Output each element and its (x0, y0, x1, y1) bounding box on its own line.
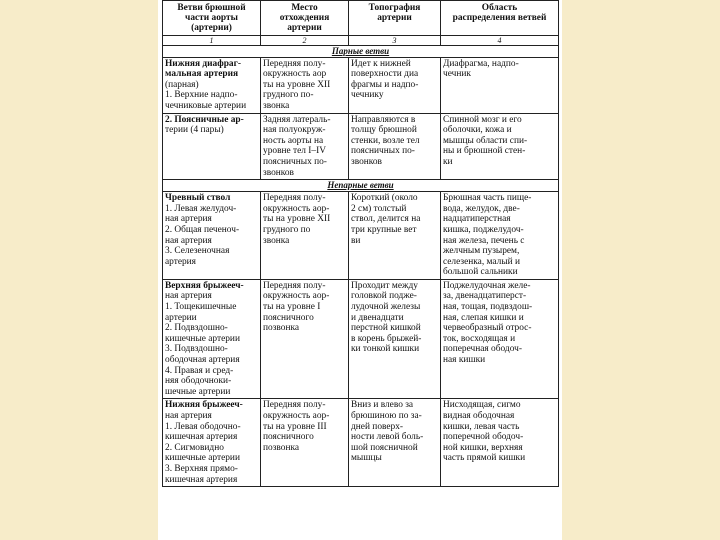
table-row (163, 279, 559, 399)
column-number: 3 (349, 35, 441, 45)
cell-origin: Передняя полу- окружность аор- ты на уровне I поясничного позвонка (261, 279, 349, 399)
table-row (163, 113, 559, 180)
cell-branch: Нижняя диафраг- мальная артерия (парная) 1. Верхние надпо- чечниковые артерии (163, 57, 261, 113)
header-branches: Ветви брюшной части аорты (артерии) (163, 1, 261, 36)
cell-origin: Передняя полу- окружность аор ты на уровне XII грудного по- звонка (261, 57, 349, 113)
table-row (163, 192, 559, 280)
column-number: 1 (163, 35, 261, 45)
cell-origin: Передняя полу- окружность аор- ты на уровне XII грудного по звонка (261, 192, 349, 280)
column-number-row (163, 35, 559, 45)
cell-topography: Короткий (около 2 см) толстый ствол, делится на три крупные вет ви (349, 192, 441, 280)
header-distribution: Область распределения ветвей (441, 1, 559, 36)
cell-origin: Передняя полу- окружность аор- ты на уровне III поясничного позвонка (261, 399, 349, 487)
aorta-branches-table (162, 0, 559, 487)
header-topography: Топография артерии (349, 1, 441, 36)
document-page (158, 0, 562, 540)
cell-distribution: Диафрагма, надпо- чечник (441, 57, 559, 113)
section-title-paired: Парные ветви (163, 45, 559, 57)
section-row-paired (163, 45, 559, 57)
cell-topography: Направляются в толщу брюшной стенки, возле тел поясничных по- звонков (349, 113, 441, 180)
column-number: 4 (441, 35, 559, 45)
cell-distribution: Нисходящая, сигмо видная ободочная кишки, левая часть поперечной ободоч- ной кишки, верхняя часть прямой кишки (441, 399, 559, 487)
cell-branch: 2. Поясничные ар- терии (4 пары) (163, 113, 261, 180)
cell-topography: Проходит между головкой подже- лудочной железы и двенадцати перстной кишкой в корень брыжей- ки тонкой кишки (349, 279, 441, 399)
cell-distribution: Брюшная часть пище- вода, желудок, две- надцатиперстная кишка, поджелудоч- ная железа, печень с желчным пузырем, селезенка, малый и большой сальники (441, 192, 559, 280)
section-row-unpaired (163, 180, 559, 192)
cell-branch: Нижняя брыжееч- ная артерия 1. Левая ободочно- кишечная артерия 2. Сигмовидно кишечные артерии 3. Верхняя прямо- кишечная артерия (163, 399, 261, 487)
cell-topography: Вниз и влево за брюшиною по за- дней поверх- ности левой боль- шой поясничной мышцы (349, 399, 441, 487)
column-number: 2 (261, 35, 349, 45)
table-row (163, 399, 559, 487)
table-row (163, 57, 559, 113)
section-title-unpaired: Непарные ветви (163, 180, 559, 192)
cell-distribution: Поджелудочная желе- за, двенадцатиперст- ная, тощая, подвздош- ная, слепая кишки и червеобразный отрос- ток, восходящая и поперечная ободоч- ная кишки (441, 279, 559, 399)
cell-distribution: Спинной мозг и его оболочки, кожа и мышцы области спи- ны и брюшной стен- ки (441, 113, 559, 180)
header-origin: Место отхождения артерии (261, 1, 349, 36)
cell-origin: Задняя латераль- ная полуокруж- ность аорты на уровне тел I–IV поясничных по- звонков (261, 113, 349, 180)
cell-branch: Верхняя брыжееч- ная артерия 1. Тощекишечные артерии 2. Подвздошно- кишечные артерии 3. Подвздошно- ободочная артерия 4. Правая и сред- няя ободочноки- шечные артерии (163, 279, 261, 399)
header-row (163, 1, 559, 36)
cell-branch: Чревный ствол 1. Левая желудоч- ная артерия 2. Общая печеноч- ная артерия 3. Селезеночная артерия (163, 192, 261, 280)
cell-topography: Идет к нижней поверхности диа фрагмы и надпо- чечнику (349, 57, 441, 113)
